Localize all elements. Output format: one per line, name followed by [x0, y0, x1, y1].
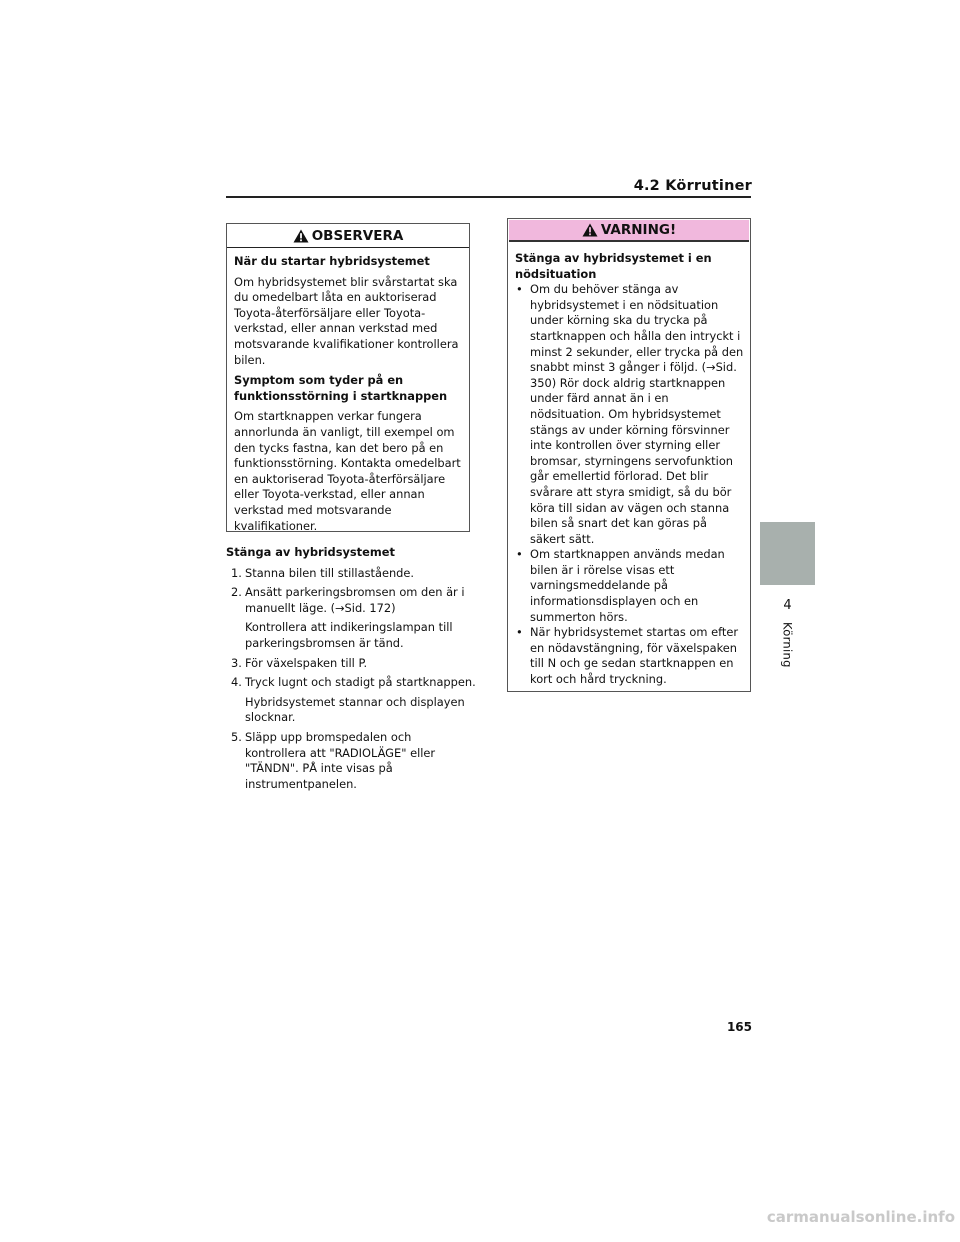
chapter-number: 4 — [783, 598, 792, 613]
bullet-text: Om startknappen används medan bilen är i rörelse visas ett varningsmeddelande på informationsdisplayen och en summerton hörs. — [530, 547, 725, 624]
step-number: 1. — [231, 565, 242, 580]
observera-text-1: Om hybridsystemet blir svårstartat ska du omedelbart låta en auktoriserad Toyota-återförsäljare eller Toyota-verkstad, eller annan verkstad med motsvarande kvalifikationer kontrollera bilen. — [234, 274, 459, 367]
step-number: 3. — [231, 655, 242, 670]
step-text: Ansätt parkeringsbromsen om den är i manuellt läge. (→Sid. 172) — [245, 585, 465, 615]
procedure-step — [226, 675, 476, 726]
observera-text-2: Om startknappen verkar fungera annorlunda än vanligt, till exempel om den tycks fastna, kan det bero på en funktionsstörning. Kontakta omedelbart en auktoriserad Toyota-återförsäljare eller Toyota-verkstad, eller annan verkstad med motsvarande kvalifikationer. — [234, 409, 461, 533]
observera-header — [227, 224, 469, 248]
varning-header — [509, 220, 749, 242]
step-text: Stanna bilen till stillastående. — [245, 565, 415, 580]
varning-bullet-item — [515, 625, 744, 687]
section-header-title: 4.2 Körrutiner — [633, 178, 752, 194]
varning-bullet-item — [515, 282, 744, 547]
observera-heading-2: Symptom som tyder på en funktionsstörning i startknappen — [234, 373, 448, 403]
varning-bullets — [515, 282, 744, 687]
shutdown-procedure — [226, 545, 476, 796]
observera-title: OBSERVERA — [311, 227, 404, 244]
bullet-text: Om du behöver stänga av hybridsystemet i en nödsituation under körning ska du trycka på startknappen och hålla den intryckt i minst 2 sekunder, eller trycka på den snabbt minst 3 gånger i följd. (→Sid. 350) Rör dock aldrig startknappen under färd annat än i en nödsituation. Om hybridsystemet stängs av under körning försvinner inte kontrollen över styrning eller bromsar, styrningens servofunktion går emellertid förlorad. Det blir svårare att styra smidigt, så du bör köra till sidan av vägen och stanna bilen så snart det kan göras på säkert sätt. — [530, 282, 744, 546]
warning-triangle-icon — [293, 229, 309, 243]
chapter-label — [760, 622, 815, 682]
warning-triangle-icon — [582, 223, 598, 237]
procedure-step — [226, 566, 476, 582]
bullet-marker: • — [516, 282, 523, 297]
varning-title: VARNING! — [600, 222, 677, 238]
bullet-marker: • — [516, 625, 523, 640]
step-text: Tryck lugnt och stadigt på startknappen. — [245, 675, 476, 690]
watermark: carmanualsonline.info — [766, 1208, 955, 1226]
procedure-step — [226, 730, 476, 792]
bullet-marker: • — [516, 547, 523, 562]
step-text: För växelspaken till P. — [245, 655, 368, 670]
varning-body — [508, 242, 750, 688]
bullet-text: När hybridsystemet startas om efter en nödavstängning, för växelspaken till N och ge sedan startknappen en kort och hård tryckning. — [530, 625, 739, 687]
observera-box — [226, 223, 470, 532]
page-number: 165 — [726, 1020, 752, 1034]
procedure-steps — [226, 566, 476, 793]
step-note: Kontrollera att indikeringslampan till parkeringsbromsen är tänd. — [245, 620, 453, 650]
procedure-step — [226, 585, 476, 651]
step-number: 5. — [231, 729, 242, 744]
varning-heading: Stänga av hybridsystemet i en nödsituation — [515, 251, 712, 281]
observera-heading-1: När du startar hybridsystemet — [234, 254, 430, 268]
procedure-heading: Stänga av hybridsystemet — [226, 545, 395, 559]
varning-box — [507, 218, 751, 692]
step-text: Släpp upp bromspedalen och kontrollera att "RADIOLÄGE" eller "TÄNDN". PÅ inte visas på instrumentpanelen. — [245, 729, 436, 791]
step-number: 2. — [231, 585, 242, 600]
step-number: 4. — [231, 675, 242, 690]
observera-body — [227, 248, 469, 534]
chapter-tab — [760, 522, 815, 585]
header-rule — [226, 196, 751, 198]
chapter-label-text: Körning — [780, 622, 795, 668]
varning-bullet-item — [515, 547, 744, 625]
step-note: Hybridsystemet stannar och displayen slocknar. — [245, 694, 465, 725]
procedure-step — [226, 656, 476, 672]
